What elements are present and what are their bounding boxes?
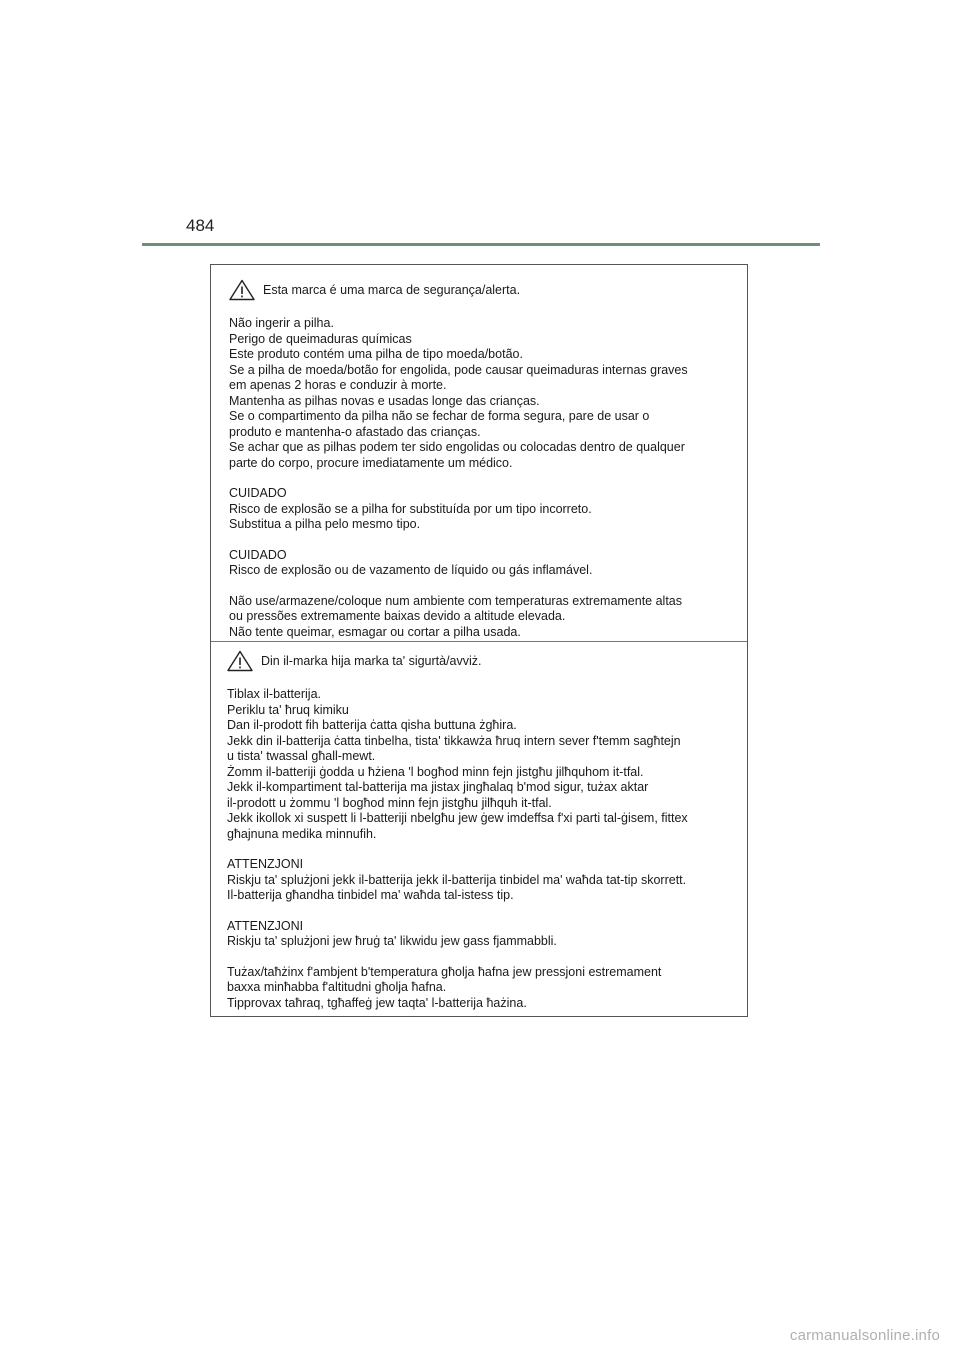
text-line: il-prodott u żommu 'l bogħod minn fejn jistgħu jilħquh it-tfal.: [227, 795, 552, 810]
portuguese-paragraphs: [229, 316, 731, 640]
text-line: Il-batterija għandha tinbidel ma' waħda tal-istess tip.: [227, 888, 514, 902]
text-line: ou pressões extremamente baixas devido a altitude elevada.: [229, 609, 566, 623]
paragraph: [229, 594, 731, 641]
text-line: Dan il-prodott fih batterija ċatta qisha buttuna żgħira.: [227, 718, 517, 732]
text-line: Jekk ikollok xi suspett li l-batteriji nbelgħu jew ġew imdeffsa f'xi parti tal-ġisem, fittex: [227, 811, 688, 825]
paragraph: [227, 687, 731, 842]
warning-line-pt: [229, 279, 731, 301]
paragraph: [229, 316, 731, 471]
text-line: Jekk il-kompartiment tal-batterija ma jistax jingħalaq b'mod sigur, tużax aktar: [227, 780, 649, 794]
text-line: Tiblax il-batterija.: [227, 687, 322, 701]
page-number: 484: [186, 216, 215, 235]
text-line: parte do corpo, procure imediatamente um médico.: [229, 455, 513, 470]
warning-box: [210, 264, 748, 1017]
warning-triangle-icon: [227, 650, 253, 672]
text-line: Tipprovax taħraq, tgħaffeġ jew taqta' l-batterija ħażina.: [227, 995, 527, 1010]
text-line: CUIDADO: [229, 486, 287, 500]
text-line: Se achar que as pilhas podem ter sido engolidas ou colocadas dentro de qualquer: [229, 440, 685, 454]
text-line: Este produto contém uma pilha de tipo moeda/botão.: [229, 347, 523, 361]
paragraph: [229, 486, 731, 533]
text-line: Perigo de queimaduras químicas: [229, 331, 412, 346]
text-line: u tista' twassal għall-mewt.: [227, 749, 376, 763]
text-line: Risco de explosão ou de vazamento de líquido ou gás inflamável.: [229, 563, 593, 577]
text-line: ATTENZJONI: [227, 857, 304, 871]
text-line: Se o compartimento da pilha não se fechar de forma segura, pare de usar o: [229, 409, 650, 423]
portuguese-section: [211, 265, 747, 641]
maltese-paragraphs: [227, 687, 731, 1011]
text-line: Não ingerir a pilha.: [229, 316, 334, 330]
header-rule: [142, 243, 820, 246]
text-line: baxxa minħabba f'altitudni għolja ħafna.: [227, 980, 447, 994]
paragraph: [227, 965, 731, 1012]
text-line: Żomm il-batteriji ġodda u ħżiena 'l bogħod minn fejn jistgħu jilħquhom it-tfal.: [227, 764, 644, 779]
text-line: għajnuna medika minnufih.: [227, 826, 377, 841]
text-line: Não use/armazene/coloque num ambiente com temperaturas extremamente altas: [229, 593, 683, 608]
text-line: Se a pilha de moeda/botão for engolida, pode causar queimaduras internas graves: [229, 362, 688, 377]
text-line: Tużax/taħżinx f'ambjent b'temperatura għolja ħafna jew pressjoni estremament: [227, 964, 662, 979]
paragraph: [227, 919, 731, 950]
text-line: em apenas 2 horas e conduzir à morte.: [229, 378, 447, 392]
maltese-section: [211, 641, 747, 1017]
paragraph: [227, 857, 731, 904]
text-line: ATTENZJONI: [227, 918, 304, 933]
paragraph: [229, 548, 731, 579]
text-line: produto e mantenha-o afastado das crianças.: [229, 424, 481, 439]
text-line: Mantenha as pilhas novas e usadas longe das crianças.: [229, 393, 540, 408]
text-line: CUIDADO: [229, 547, 287, 562]
watermark: carmanualsonline.info: [789, 1327, 940, 1344]
text-line: Não tente queimar, esmagar ou cortar a pilha usada.: [229, 624, 521, 639]
text-line: Risco de explosão se a pilha for substituída por um tipo incorreto.: [229, 501, 592, 516]
text-line: Riskju ta' splużjoni jew ħruġ ta' likwidu jew gass fjammabbli.: [227, 934, 557, 948]
text-line: Riskju ta' splużjoni jekk il-batterija jekk il-batterija tinbidel ma' waħda tat-tip skorrett.: [227, 872, 687, 887]
text-line: Substitua a pilha pelo mesmo tipo.: [229, 517, 421, 531]
warning-text-pt: Esta marca é uma marca de segurança/alerta.: [263, 283, 521, 297]
warning-triangle-icon: [229, 279, 255, 301]
warning-line-mt: [227, 650, 731, 672]
text-line: Periklu ta' ħruq kimiku: [227, 702, 349, 717]
warning-text-mt: Din il-marka hija marka ta' sigurtà/avviż.: [261, 654, 482, 668]
text-line: Jekk din il-batterija ċatta tinbelha, tista' tikkawża ħruq intern sever f'temm sagħtejn: [227, 733, 681, 748]
